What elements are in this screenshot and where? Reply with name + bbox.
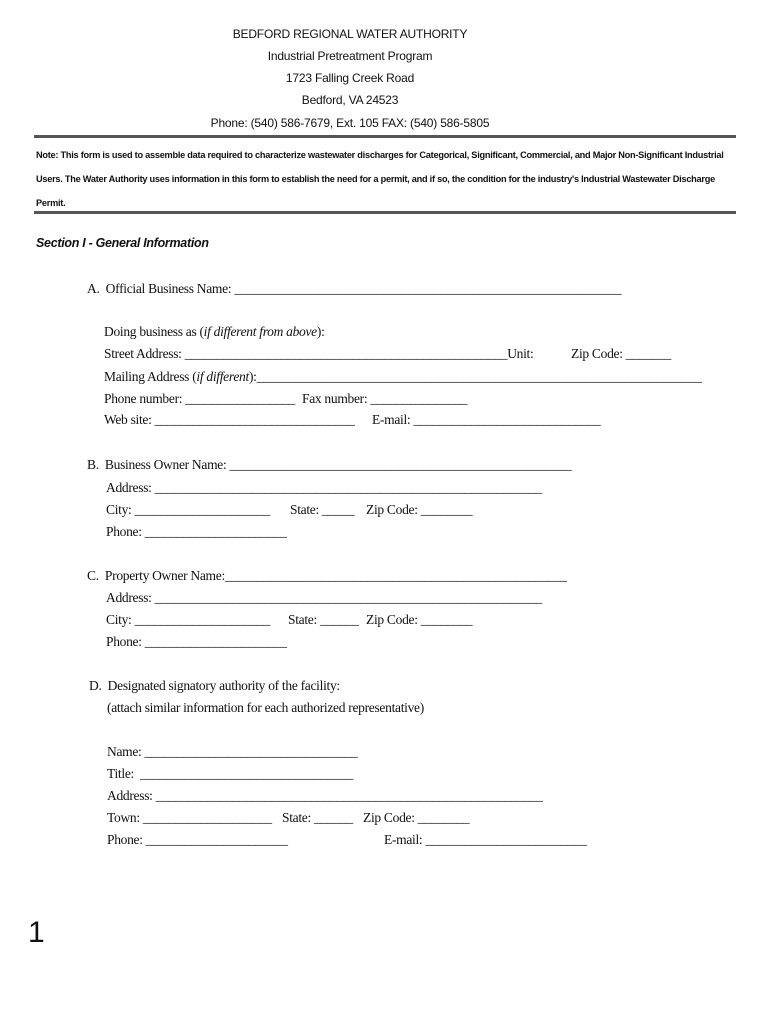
signatory-heading: D. Designated signatory authority of the facility: bbox=[89, 678, 340, 693]
mailing-line: ):_____________________________________________________________________ bbox=[248, 369, 702, 384]
street-address-field[interactable]: Street Address: __________________________________________________Unit: bbox=[104, 346, 534, 361]
signatory-name-field[interactable]: Name: _________________________________ bbox=[107, 744, 358, 759]
official-business-name-field[interactable]: A. Official Business Name: ____________________________________________________________ bbox=[87, 281, 622, 296]
section-title: Section I - General Information bbox=[36, 236, 209, 250]
owner-zip-field[interactable]: Zip Code: ________ bbox=[366, 502, 473, 517]
property-state-field[interactable]: State: ______ bbox=[288, 612, 359, 627]
form-note: Note: This form is used to assemble data required to characterize wastewater discharges for Categorical, Significant, Commercial, and Major Non-Significant Industrial Users. The Water Authority uses information in this form to establish the need for a permit, and if so, the condition for the industry's Industrial Wastewater Discharge Permit. bbox=[36, 150, 724, 208]
property-address-field[interactable]: Address: ____________________________________________________________ bbox=[106, 590, 542, 605]
bottom-divider bbox=[34, 211, 736, 214]
owner-city-field[interactable]: City: _____________________ bbox=[106, 502, 271, 517]
property-owner-name-field[interactable]: C. Property Owner Name:_____________________________________________________ bbox=[87, 568, 567, 583]
signatory-town-field[interactable]: Town: ____________________ bbox=[107, 810, 272, 825]
fax-number-field[interactable]: Fax number: _______________ bbox=[302, 391, 468, 406]
property-zip-field[interactable]: Zip Code: ________ bbox=[366, 612, 473, 627]
city-state-zip: Bedford, VA 24523 bbox=[301, 93, 399, 107]
top-divider bbox=[34, 135, 736, 138]
dba-label: Doing business as ( bbox=[104, 324, 204, 339]
property-phone-field[interactable]: Phone: ______________________ bbox=[106, 634, 287, 649]
mailing-label: Mailing Address ( bbox=[104, 369, 197, 384]
business-owner-name-field[interactable]: B. Business Owner Name: _____________________________________________________ bbox=[87, 457, 572, 472]
signatory-title-field[interactable]: Title: _________________________________ bbox=[107, 766, 353, 781]
signatory-email-field[interactable]: E-mail: _________________________ bbox=[384, 832, 587, 847]
property-city-field[interactable]: City: _____________________ bbox=[106, 612, 271, 627]
signatory-state-field[interactable]: State: ______ bbox=[282, 810, 353, 825]
org-name: BEDFORD REGIONAL WATER AUTHORITY bbox=[232, 27, 468, 41]
zip-code-field[interactable]: Zip Code: _______ bbox=[571, 346, 671, 361]
mailing-label-italic: if different bbox=[196, 369, 249, 384]
dba-label-end: ): bbox=[316, 324, 325, 339]
owner-state-field[interactable]: State: _____ bbox=[290, 502, 355, 517]
web-site-field[interactable]: Web site: _______________________________ bbox=[104, 412, 355, 427]
owner-phone-field[interactable]: Phone: ______________________ bbox=[106, 524, 287, 539]
mailing-address-field[interactable] bbox=[104, 369, 702, 385]
phone-number-field[interactable]: Phone number: _________________ bbox=[104, 391, 295, 406]
doing-business-as-field[interactable] bbox=[104, 324, 325, 340]
owner-address-field[interactable]: Address: ____________________________________________________________ bbox=[106, 480, 542, 495]
signatory-instructions: (attach similar information for each authorized representative) bbox=[107, 700, 424, 715]
signatory-zip-field[interactable]: Zip Code: ________ bbox=[363, 810, 470, 825]
contact-line: Phone: (540) 586-7679, Ext. 105 FAX: (540) 586-5805 bbox=[210, 116, 490, 130]
dba-label-italic: if different from above bbox=[203, 324, 317, 339]
signatory-address-field[interactable]: Address: ____________________________________________________________ bbox=[107, 788, 543, 803]
email-field[interactable]: E-mail: _____________________________ bbox=[372, 412, 601, 427]
page-number: 1 bbox=[28, 916, 45, 949]
program-name: Industrial Pretreatment Program bbox=[267, 49, 433, 63]
street-address: 1723 Falling Creek Road bbox=[285, 71, 415, 85]
signatory-phone-field[interactable]: Phone: ______________________ bbox=[107, 832, 288, 847]
